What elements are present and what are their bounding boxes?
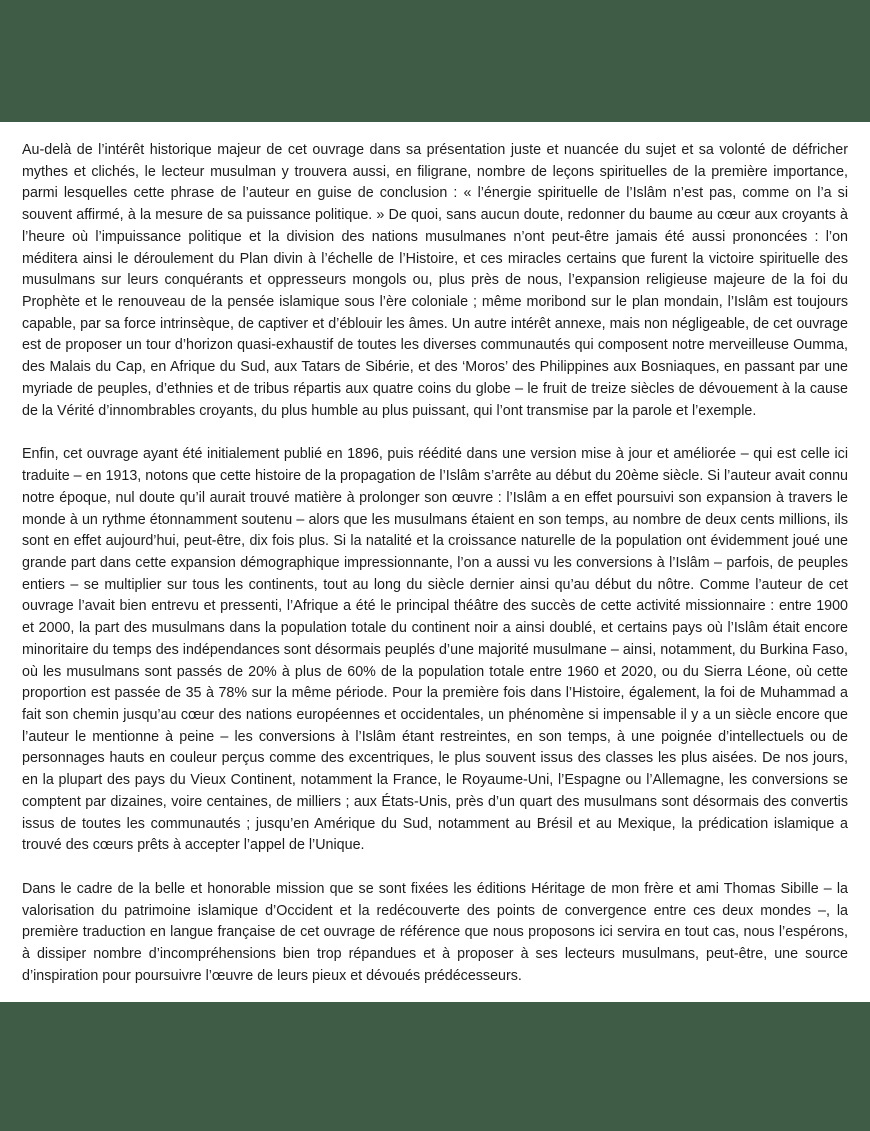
- paragraph: Dans le cadre de la belle et honorable mission que se sont fixées les éditions Héritage de mon frère et ami Thomas Sibille – la valorisation du patrimoine islamique d’Occident et la redécouverte des points de convergence entre ces deux mondes –, la première traduction en langue française de cet ouvrage de référence que nous proposons ici servira en tout cas, nous l’espérons, à dissiper nombre d’incompréhensions bien trop répandues et à proposer à ses lecteurs musulmans, peut-être, une source d’inspiration pour poursuivre l’œuvre de leurs pieux et dévoués prédécesseurs.: [22, 881, 848, 984]
- page-bottom-margin-band: [0, 1002, 870, 1131]
- document-text-body: [22, 140, 848, 988]
- paragraph: Au-delà de l’intérêt historique majeur de cet ouvrage dans sa présentation juste et nuancée du sujet et sa volonté de défricher mythes et clichés, le lecteur musulman y trouvera aussi, en filigrane, nombre de leçons spirituelles de la première importance, parmi lesquelles cette phrase de l’auteur en guise de conclusion : « l’énergie spirituelle de l’Islâm n’est pas, comme on l’a si souvent affirmé, à la mesure de sa puissance politique. » De quoi, sans aucun doute, redonner du baume au cœur aux croyants à l’heure où l’impuissance politique et la division des nations musulmanes n’ont peut-être jamais été aussi prononcées : l’on méditera ainsi le déroulement du Plan divin à l’échelle de l’Histoire, et ces miracles certains que furent la victoire spirituelle des musulmans sur leurs conquérants et oppresseurs mongols ou, plus près de nous, l’expansion religieuse majeure de la foi du Prophète et le renouveau de la pensée islamique sous l’ère coloniale ; même moribond sur le plan mondain, l’Islâm est toujours capable, par sa force intrinsèque, de captiver et d’éblouir les âmes. Un autre intérêt annexe, mais non négligeable, de cet ouvrage est de proposer un tour d’horizon quasi-exhaustif de toutes les diverses communautés qui composent notre merveilleuse Oumma, des Malais du Cap, en Afrique du Sud, aux Tatars de Sibérie, et des ‘Moros’ des Philippines aux Bosniaques, en passant par une myriade de peuples, d’ethnies et de tribus répartis aux quatre coins du globe – le fruit de treize siècles de dévouement à la cause de la Vérité d’innombrables croyants, du plus humble au plus puissant, qui l’ont transmise par la parole et l’exemple.: [22, 142, 848, 419]
- paragraph: Enfin, cet ouvrage ayant été initialement publié en 1896, puis réédité dans une version mise à jour et améliorée – qui est celle ici traduite – en 1913, notons que cette histoire de la propagation de l’Islâm s’arrête au début du 20ème siècle. Si l’auteur avait connu notre époque, nul doute qu’il aurait trouvé matière à prolonger son œuvre : l’Islâm a en effet poursuivi son expansion à travers le monde à un rythme étonnamment soutenu – alors que les musulmans étaient en son temps, au nombre de deux cents millions, ils sont en effet aujourd’hui, peut-être, dix fois plus. Si la natalité et la croissance naturelle de la population ont évidemment joué une grande part dans cette expansion démographique impressionnante, l’on a aussi vu les conversions à l’Islâm – parfois, de peuples entiers – se multiplier sur tous les continents, tout au long du siècle dernier ainsi qu’au début du nôtre. Comme l’auteur de cet ouvrage l’avait bien entrevu et pressenti, l’Afrique a été le principal théâtre des succès de cette activité missionnaire : entre 1900 et 2000, la part des musulmans dans la population totale du continent noir a ainsi doublé, et certains pays où l’Islâm était encore minoritaire du temps des indépendances sont désormais peuplés d’une majorité musulmane – ainsi, notamment, du Burkina Faso, où les musulmans sont passés de 20% à plus de 60% de la population totale entre 1960 et 2020, ou du Sierra Léone, où cette proportion est passée de 35 à 78% sur la même période. Pour la première fois dans l’Histoire, également, la foi de Muhammad a fait son chemin jusqu’au cœur des nations européennes et occidentales, un phénomène si impensable il y a un siècle encore que l’auteur le mentionne à peine – les conversions à l’Islâm étant restreintes, en son temps, à une poignée d’intellectuels ou de personnages hauts en couleur perçus comme des excentriques, le plus souvent issus des classes les plus aisées. De nos jours, en la plupart des pays du Vieux Continent, notamment la France, le Royaume-Uni, l’Espagne ou l’Allemagne, les conversions se comptent par dizaines, voire centaines, de milliers ; aux États-Unis, près d’un quart des musulmans sont désormais des convertis issus de toutes les communautés ; jusqu’en Amérique du Sud, notamment au Brésil et au Mexique, la prédication islamique a trouvé des cœurs prêts à accepter l’appel de l’Unique.: [22, 446, 848, 854]
- document-sheet: [0, 122, 870, 1002]
- page-top-margin-band: [0, 0, 870, 122]
